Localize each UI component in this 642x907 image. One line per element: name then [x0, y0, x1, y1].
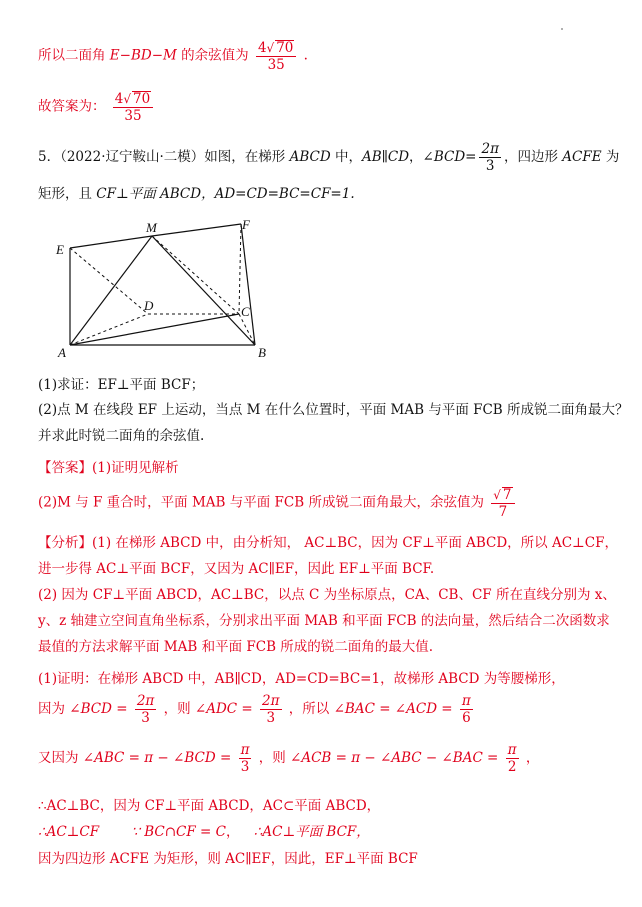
t: ∠ABC = π − ∠BCD = [82, 750, 232, 767]
prev-angle: E−BD−M [109, 47, 177, 64]
answer-2-frac: $\frac{√ 7}{7}$ [491, 487, 514, 519]
answer-value: $\frac{4√ 70}{35}$ [113, 91, 153, 123]
comma: ， [409, 149, 423, 166]
problem-source: （2022·辽宁鞍山·二模） [60, 149, 205, 166]
analysis-4: y、z 轴建立空间直角坐标系，分别求出平面 MAB 和平面 FCB 的法向量，然后结合二次函数求 [38, 613, 610, 629]
analysis-2: 进一步得 AC⊥平面 BCF，又因为 AC∥EF，因此 EF⊥平面 BCF. [38, 561, 435, 577]
num: π [461, 693, 471, 709]
stem-d: 为 [605, 149, 620, 166]
label-d: D [144, 298, 154, 313]
answer-2-text: (2)M 与 F 重合时，平面 MAB 与平面 FCB 所成锐二面角最大，余弦值为 [38, 494, 484, 511]
num: π [240, 742, 250, 758]
label-a: A [58, 345, 66, 360]
geometry-figure [52, 216, 284, 364]
prev-answer [38, 91, 156, 123]
edge-fb [241, 224, 255, 345]
t: ∴AC⊥CF [38, 824, 100, 840]
problem-line-2 [38, 182, 355, 202]
abcd: ABCD [289, 149, 331, 166]
t: ∠BCD = [69, 701, 128, 718]
label-m: M [146, 220, 157, 235]
num: 2π [136, 693, 155, 709]
edge-ed [70, 248, 148, 314]
l2b: CF⊥平面 [96, 186, 156, 202]
prev-value: $\frac{4√ 70}{35}$ [256, 40, 296, 72]
edge-mf [152, 224, 241, 236]
num: π [507, 742, 517, 758]
l2c: ABCD，AD=CD=BC=CF=1. [160, 186, 355, 202]
prev-text-a: 所以二面角 [38, 47, 106, 64]
label-b: B [258, 345, 266, 360]
part-2b: 并求此时锐二面角的余弦值. [38, 428, 205, 444]
edge-mc [152, 236, 239, 314]
t: ∠ADC = [194, 701, 253, 718]
frac [135, 694, 156, 725]
num: 7 [502, 487, 512, 503]
angle-bcd: ∠BCD= [422, 149, 477, 166]
coef: 4 [114, 91, 124, 107]
prev-text-b: 的余弦值为 [181, 47, 249, 64]
frac [506, 743, 519, 774]
t: ，则 [163, 701, 191, 718]
answer-label: 故答案为： [38, 98, 106, 115]
den: 3 [266, 710, 276, 727]
edge-ac [70, 314, 239, 345]
den: 3 [141, 710, 150, 727]
frac [239, 743, 252, 774]
t: ， [225, 824, 240, 840]
edge-em [70, 236, 152, 248]
t: ∵ BC∩CF = C [131, 824, 226, 840]
frac [260, 694, 281, 725]
radicand: 70 [276, 40, 294, 56]
den: 3 [485, 158, 495, 175]
end-dot: . [303, 47, 308, 64]
num: 2π [262, 693, 280, 709]
frac [460, 694, 473, 725]
analysis-5: 最值的方法求解平面 MAB 和平面 FCB 所成的锐二面角的最大值. [38, 639, 434, 655]
stem-c: ，四边形 [503, 149, 558, 166]
proof-1: (1)证明：在梯形 ABCD 中，AB∥CD，AD=CD=BC=1，故梯形 ABCD 为等腰梯形， [38, 671, 565, 687]
answer-1: 【答案】(1)证明见解析 [38, 460, 179, 476]
den: 7 [498, 504, 508, 521]
proof-2 [38, 694, 476, 725]
analysis-1: 【分析】(1) 在梯形 ABCD 中，由分析知， AC⊥BC，因为 CF⊥平面 ABCD，所以 AC⊥CF， [38, 535, 618, 551]
part-1: (1)求证：EF⊥平面 BCF； [38, 377, 205, 393]
den: 3 [240, 759, 250, 776]
t: ∴AC⊥平面 BCF， [253, 824, 370, 840]
part-2: (2)点 M 在线段 EF 上运动，当点 M 在什么位置时，平面 MAB 与平面 FCB 所成锐二面角最大？ [38, 402, 629, 418]
t: 因为 [38, 701, 65, 718]
problem-number: 5． [38, 149, 61, 166]
corner-mark [561, 28, 563, 30]
den: 35 [267, 57, 285, 74]
edge-fc [239, 224, 241, 314]
proof-6: 因为四边形 ACFE 为矩形，则 AC∥EF，因此，EF⊥平面 BCF [38, 851, 418, 867]
stem-a: 如图，在梯形 [204, 149, 286, 166]
label-f: F [242, 217, 250, 232]
l2a: 矩形，且 [38, 186, 92, 202]
t: ，所以 [288, 701, 330, 718]
label-e: E [56, 242, 64, 257]
t: ， [525, 750, 540, 767]
t: ，则 [258, 750, 286, 767]
proof-3 [38, 743, 539, 774]
stem-b: 中， [334, 149, 362, 166]
coef: 4 [257, 40, 267, 56]
answer-2 [38, 487, 518, 519]
problem-line-1 [38, 142, 619, 173]
radicand: 70 [133, 91, 151, 107]
t: 又因为 [38, 750, 79, 767]
den: 35 [124, 108, 142, 125]
label-c: C [241, 304, 250, 319]
cond-parallel: AB∥CD [361, 149, 410, 166]
proof-5 [38, 820, 370, 840]
num: 2π [481, 141, 499, 157]
acfe: ACFE [562, 149, 602, 166]
prev-conclusion [38, 40, 308, 72]
t: ∠ACB = π − ∠ABC − ∠BAC = [290, 750, 499, 767]
den: 2 [507, 759, 517, 776]
proof-4: ∴AC⊥BC，因为 CF⊥平面 ABCD，AC⊂平面 ABCD， [38, 798, 381, 814]
analysis-3: (2) 因为 CF⊥平面 ABCD，AC⊥BC，以点 C 为坐标原点，CA、CB、CF 所在直线分别为 x、 [38, 587, 616, 603]
den: 6 [462, 710, 471, 727]
t: ∠BAC = ∠ACD = [333, 701, 453, 718]
angle-frac [479, 142, 500, 173]
